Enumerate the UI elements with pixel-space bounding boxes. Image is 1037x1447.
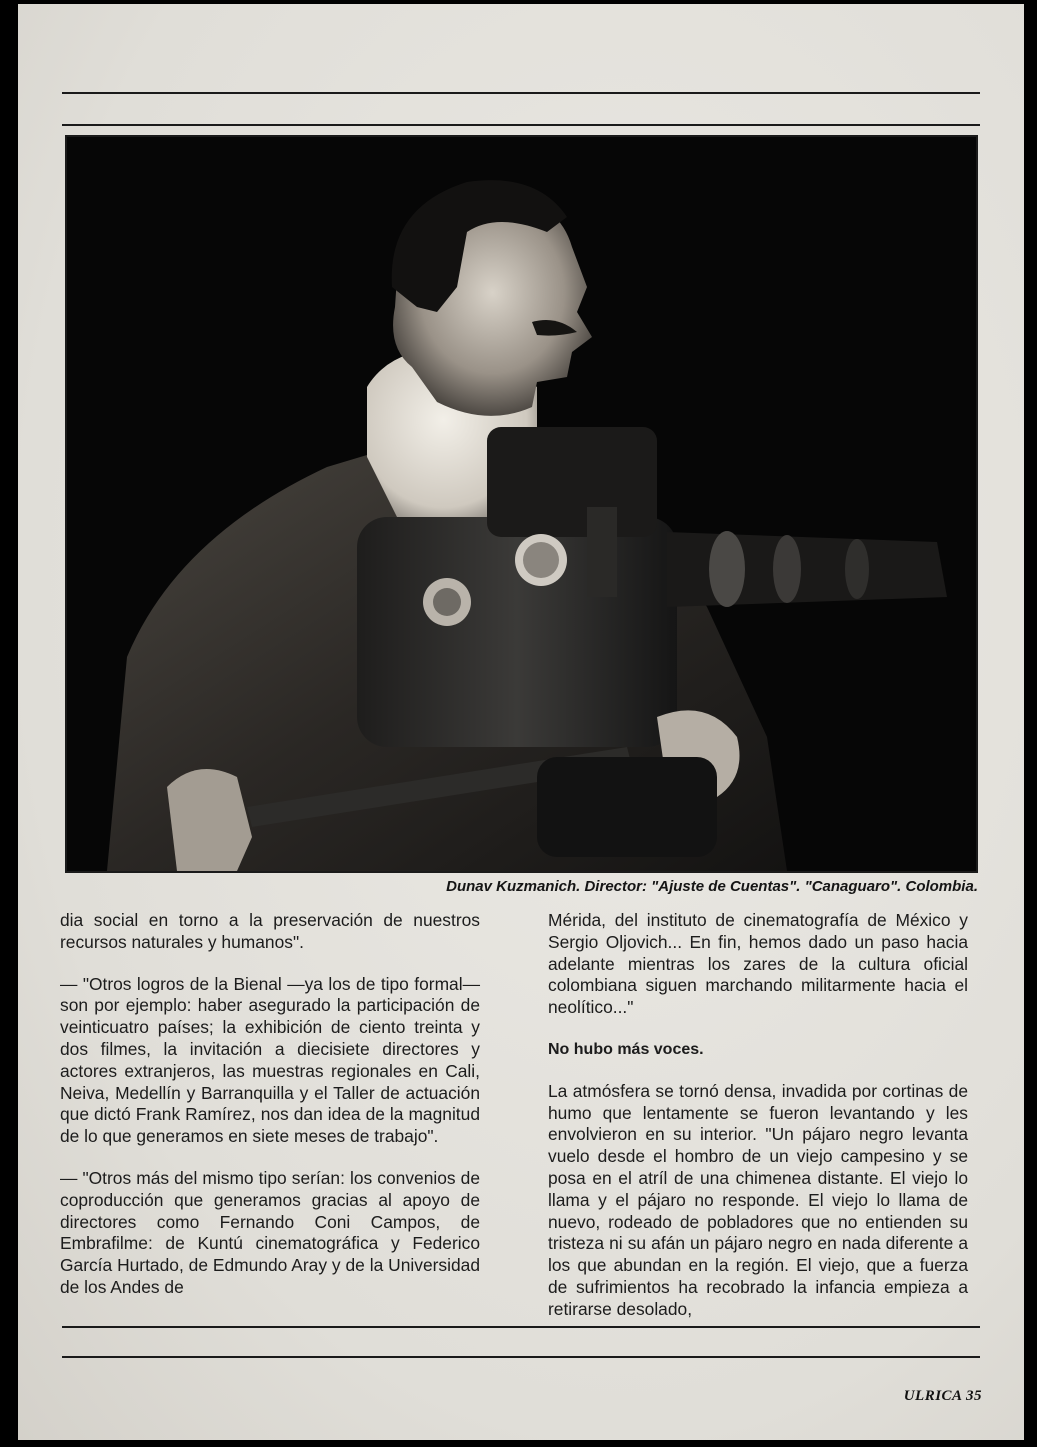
left-column: [60, 910, 480, 1319]
left-paragraph-1: dia social en torno a la preservación de nuestros recursos naturales y humanos".: [60, 910, 480, 952]
bottom-rule-1: [62, 1326, 980, 1328]
subheading: No hubo más voces.: [548, 1040, 704, 1058]
photo-caption: Dunav Kuzmanich. Director: "Ajuste de Cuentas". "Canaguaro". Colombia.: [446, 878, 978, 895]
left-paragraph-2: — "Otros logros de la Bienal —ya los de tipo formal— son por ejemplo: haber asegurado la participación de veinticuatro países; la exhibición de ciento treinta y dos filmes, la invitación a diecisiete directores y actores extranjeros, las muestras regionales en Cali, Neiva, Medellín y Barranquilla y el Taller de actuación que dictó Frank Ramírez, nos dan idea de la magnitud de lo que generamos en siete meses de trabajo".: [60, 973, 480, 1147]
bottom-rule-2: [62, 1356, 980, 1358]
photo-illustration: [67, 137, 976, 871]
right-paragraph-2: La atmósfera se tornó densa, invadida por cortinas de humo que lentamente se fueron levantando y les envolvieron en su interior. "Un pájaro negro levanta vuelo desde el hombro de un viejo campesino y se posa en el atríl de una chimenea distante. El viejo lo llama y el pájaro no responde. El viejo lo llama de nuevo, rodeado de pobladores que no entienden su tristeza ni su afán un pájaro negro en nada diferente a los que abundan en la región. El viejo, que a fuerza de sufrimientos ha recobrado la infancia empieza a retirarse desolado,: [548, 1080, 968, 1319]
photo-director-with-camera: [65, 135, 978, 873]
magazine-page: [18, 4, 1024, 1440]
top-rule-2: [62, 124, 980, 126]
top-rule-1: [62, 92, 980, 94]
right-paragraph-1: Mérida, del instituto de cinematografía de México y Sergio Oljovich... En fin, hemos dado un paso hacia adelante mientras los zares de la cultura oficial colombiana siguen marchando militarmente hacia el neolítico...": [548, 910, 968, 1018]
page-folio: ULRICA 35: [903, 1388, 982, 1404]
right-column: [548, 910, 968, 1341]
left-paragraph-3: — "Otros más del mismo tipo serían: los convenios de coproducción que generamos gracias al apoyo de directores como Fernando Coni Campos, de Embrafilme: de Kuntú cinematográfica y Federico García Hurtado, de Edmundo Aray y de la Universidad de los Andes de: [60, 1167, 480, 1297]
